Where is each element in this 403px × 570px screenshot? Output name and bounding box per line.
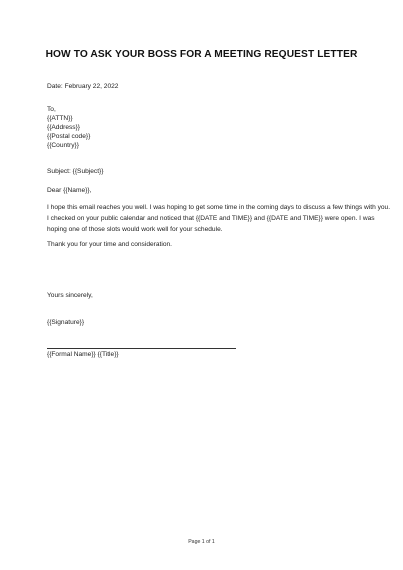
recipient-to: To, [47,106,56,113]
recipient-attn: {{ATTN}} [47,115,73,122]
recipient-country: {{Country}} [47,142,79,149]
subject-line: Subject: {{Subject}} [47,168,104,175]
body-paragraph: I hope this email reaches you well. I was hoping to get some time in the coming days to discuss a few things with you. I checked on your public calendar and noticed that {{DATE and TIME}} and {{DATE and TIME}} were open. I was hoping one of those slots would work well for your schedule. [47,204,391,233]
date-line: Date: February 22, 2022 [47,83,119,90]
signature-placeholder: {{Signature}} [47,319,85,326]
closing-line: Yours sincerely, [47,292,93,299]
name-title-line: {{Formal Name}} {{Title}} [47,351,119,358]
recipient-postal-code: {{Postal code}} [47,133,91,140]
recipient-address: {{Address}} [47,124,80,131]
document-title: HOW TO ASK YOUR BOSS FOR A MEETING REQUEST LETTER [45,49,358,60]
signature-rule [47,348,236,349]
page-number-footer: Page 1 of 1 [188,539,215,545]
thanks-line: Thank you for your time and consideration. [47,241,172,248]
salutation: Dear {{Name}}, [47,187,92,194]
